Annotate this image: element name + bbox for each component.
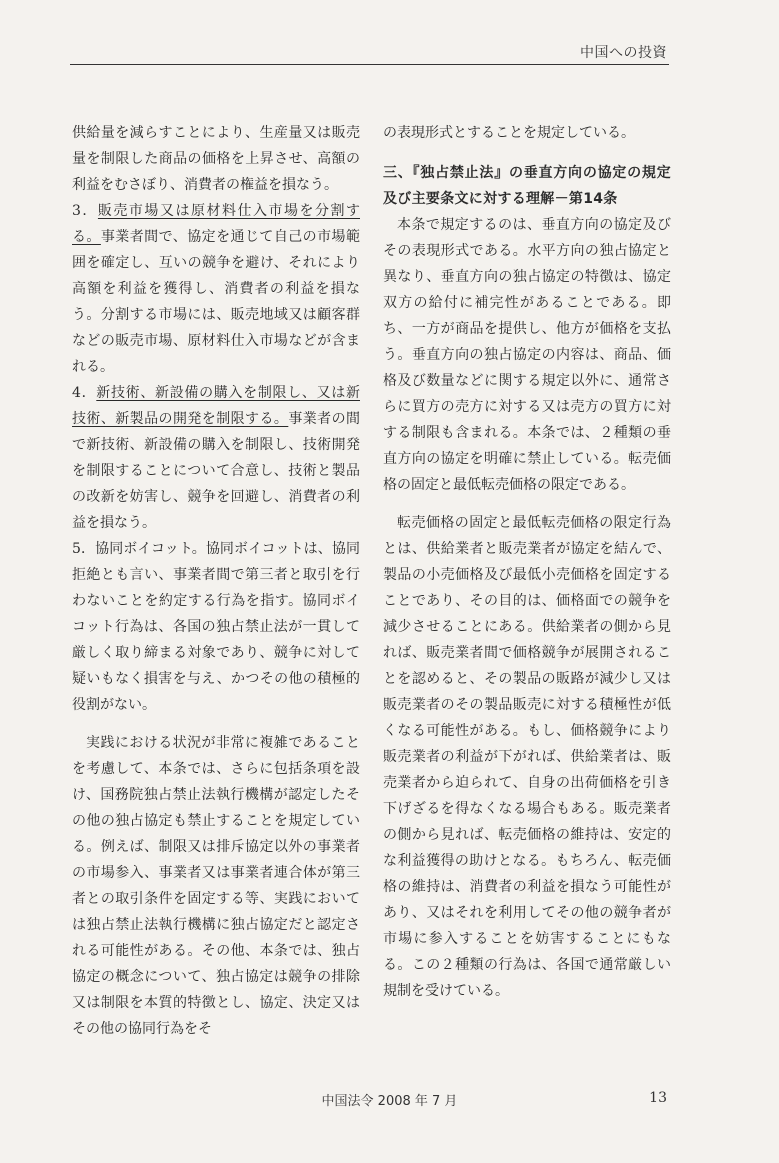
item-heading: 販売市場又は原材料仕入市場を分割する。 xyxy=(72,203,360,245)
paragraph: 転売価格の固定と最低転売価格の限定行為とは、供給業者と販売業者が協定を結んで、製品の小売価格及び最低小売価格を固定することであり、その目的は、価格面での競争を減少させることにある。供給業者の側から見れば、販売業者間で価格競争が展開されることを認めると、その製品の販路が減少し又は販売業者のその製品販売に対する積極性が低くなる可能性がある。もし、価格競争により販売業者の利益が下がれば、供給業者は、販売業者から迫られて、自身の出荷価格を引き下げざるを得なくなる場合もある。販売業者の側から見れば、転売価格の維持は、安定的な利益獲得の助けとなる。もちろん、転売価格の維持は、消費者の利益を損なう可能性があり、又はそれを利用してその他の競争者が市場に参入することを妨害することにもなる。この２種類の行為は、各国で通常厳しい規制を受けている。 xyxy=(383,515,671,999)
item-number: 5． xyxy=(72,541,96,557)
header-divider xyxy=(70,64,669,65)
paragraph-continuation: 供給量を減らすことにより、生産量又は販売量を制限した商品の価格を上昇させ、高額の利益をむさぼり、消費者の権益を損なう。 xyxy=(72,125,360,193)
list-item-5 xyxy=(72,536,360,718)
footer-publication: 中国法令 2008 年 7 月 xyxy=(321,1094,458,1109)
left-column xyxy=(72,120,360,1042)
item-text: 事業者間で、協定を通じて自己の市場範囲を確定し、互いの競争を避け、それにより高額を利益を獲得し、消費者の利益を損なう。分割する市場には、販売地域又は顧客群などの販売市場、原材料仕入市場などが含まれる。 xyxy=(72,229,360,375)
item-number: 4． xyxy=(72,385,97,401)
item-text: 事業者の間で新技術、新設備の購入を制限し、技術開発を制限することについて合意し、技術と製品の改新を妨害し、競争を回避し、消費者の利益を損なう。 xyxy=(72,411,361,531)
item-number: 3． xyxy=(72,203,98,219)
running-header: 中国への投資 xyxy=(580,45,667,61)
page-number: 13 xyxy=(649,1090,667,1106)
section-heading: 三、『独占禁止法』の垂直方向の協定の規定及び主要条文に対する理解－第14条 xyxy=(383,165,671,207)
paragraph-continuation: の表現形式とすることを規定している。 xyxy=(383,125,635,141)
right-column xyxy=(383,120,671,1004)
paragraph: 本条で規定するのは、垂直方向の協定及びその表現形式である。水平方向の独占協定と異なり、垂直方向の独占協定の特徴は、協定双方の給付に補完性があることである。即ち、一方が商品を提供し、他方が価格を支払う。垂直方向の独占協定の内容は、商品、価格及び数量などに関する規定以外に、通常さらに買方の売方に対する又は売方の買方に対する制限も含まれる。本条では、２種類の垂直方向の協定を明確に禁止している。転売価格の固定と最低転売価格の限定である。 xyxy=(383,217,671,493)
item-text: 協同ボイコット。協同ボイコットは、協同拒絶とも言い、事業者間で第三者と取引を行わないことを約定する行為を指す。協同ボイコット行為は、各国の独占禁止法が一貫して厳しく取り締まる対象であり、競争に対して疑いもなく損害を与え、かつその他の積極的役割がない。 xyxy=(72,541,360,713)
list-item-4 xyxy=(72,380,360,536)
paragraph: 実践における状況が非常に複雑であることを考慮して、本条では、さらに包括条項を設け、国務院独占禁止法執行機構が認定したその他の独占協定も禁止することを規定している。例えば、制限又は排斥協定以外の事業者の市場参入、事業者又は事業者連合体が第三者との取引条件を固定する等、実践においては独占禁止法執行機構に独占協定だと認定される可能性がある。その他、本条では、独占協定の概念について、独占協定は競争の排除又は制限を本質的特徴とし、協定、決定又はその他の協同行為をそ xyxy=(72,735,360,1037)
item-heading: 新技術、新設備の購入を制限し、又は新技術、新製品の開発を制限する。 xyxy=(72,385,360,427)
list-item-3 xyxy=(72,198,360,380)
